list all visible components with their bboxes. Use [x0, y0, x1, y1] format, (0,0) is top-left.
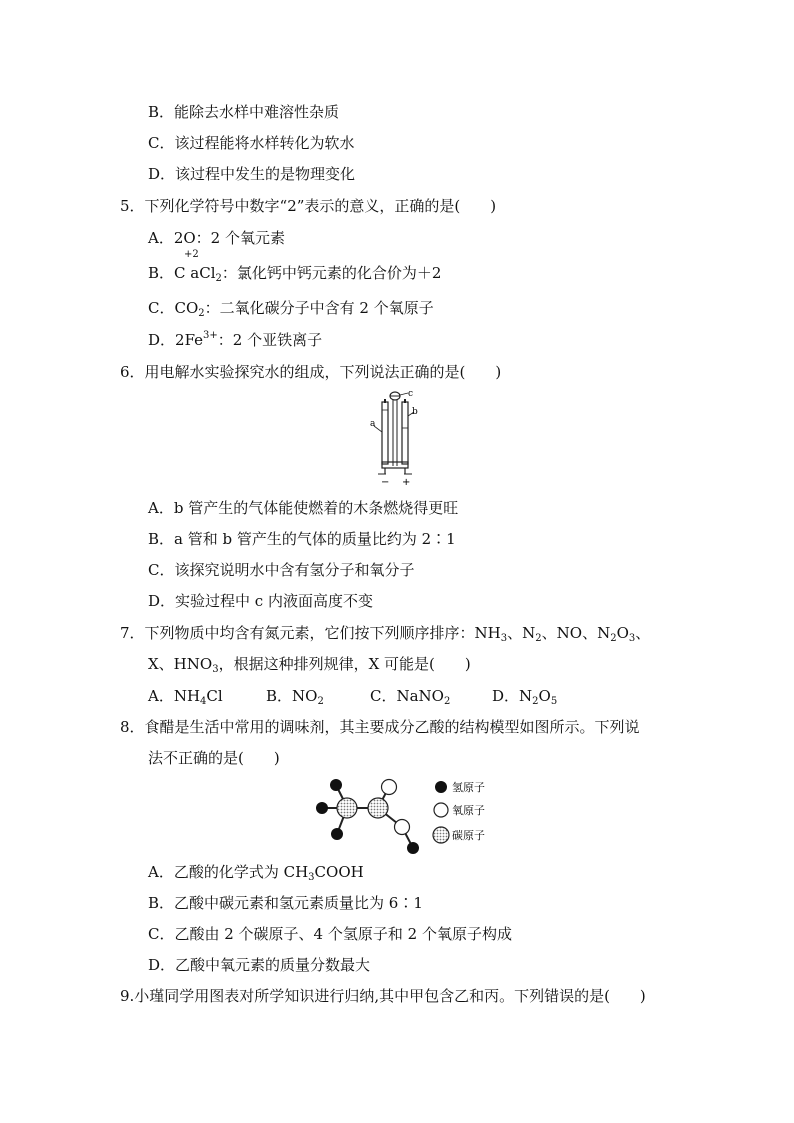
q7-stem-part: X、HNO [148, 655, 213, 673]
q7-sub: 3 [212, 664, 219, 675]
q8-option-a-tail: COOH [314, 863, 364, 881]
calcium-symbol-a: a [190, 264, 200, 282]
q5-option-b-text: ：氯化钙中钙元素的化合价为＋2 [221, 264, 442, 282]
q6-option-c: C．该探究说明水中含有氢分子和氧分子 [148, 561, 415, 579]
q5-option-b-label: B． [148, 264, 175, 282]
q7-sub: 3 [628, 633, 636, 644]
q7-options-row [148, 686, 588, 706]
legend-carbon-label: 碳原子 [452, 829, 485, 842]
hydrogen-atom [407, 842, 419, 854]
q7-stem-part: 、NO、N [541, 624, 611, 642]
q5-option-c-text: ：二氧化碳分子中含有 2 个氧原子 [204, 299, 434, 317]
label-a: a [370, 419, 376, 429]
q4-option-d: D．该过程中发生的是物理变化 [148, 165, 356, 183]
q7-sub: 2 [610, 633, 617, 644]
q7-stem-part: O [616, 624, 629, 642]
q5-option-d [148, 330, 322, 350]
q9-stem: 9.小瑾同学用图表对所学知识进行归纳,其中甲包含乙和丙。下列错误的是( ) [120, 987, 646, 1005]
chlorine-symbol: Cl [199, 264, 216, 282]
q7-sub: 2 [535, 633, 542, 644]
q6-stem: 6．用电解水实验探究水的组成，下列说法正确的是( ) [120, 363, 502, 381]
q6-option-a: A．b 管产生的气体能使燃着的木条燃烧得更旺 [148, 499, 459, 517]
q5-option-c [148, 298, 434, 318]
q4-option-b: B．能除去水样中难溶性杂质 [148, 103, 340, 121]
hydrogen-atom [330, 779, 342, 791]
label-c: c [408, 389, 414, 399]
q8-option-a-sub: 3 [308, 872, 315, 883]
label-plus: + [402, 477, 411, 488]
carbon-atom [368, 798, 388, 818]
carbon-atom [337, 798, 357, 818]
electrolysis-apparatus-diagram [368, 388, 418, 492]
q5-stem: 5．下列化学符号中数字“2”表示的意义，正确的是( ) [120, 197, 497, 215]
q7-option-a: A．$NH_4Cl$ [148, 687, 223, 707]
q8-option-b: B．乙酸中碳元素和氢元素质量比为 6∶1 [148, 894, 423, 912]
chlorine-subscript: 2 [215, 273, 222, 284]
q7-stem-part: 、N [507, 624, 536, 642]
q7-sub: 3 [500, 633, 508, 644]
q7-stem-part: 、 [635, 624, 651, 642]
q8-option-a [148, 862, 364, 882]
q8-stem-line-1: 8．食醋是生活中常用的调味剂，其主要成分乙酸的结构模型如图所示。下列说 [120, 718, 640, 736]
q7-stem-part: ，根据这种排列规律，X 可能是( ) [218, 655, 471, 673]
q5-option-c-label: C．CO [148, 299, 199, 317]
q6-option-d: D．实验过程中 c 内液面高度不变 [148, 592, 373, 610]
q7-stem-line-2 [148, 654, 471, 674]
label-minus: − [381, 477, 390, 488]
q7-option-d: D．$N_2O_5$ [492, 687, 558, 707]
oxygen-atom [395, 820, 410, 835]
q7-stem-part: 7．下列物质中均含有氮元素，它们按下列顺序排序：NH [120, 624, 501, 642]
oxygen-atom [382, 780, 397, 795]
label-b: b [412, 407, 418, 417]
q5-option-c-sub: 2 [198, 308, 205, 319]
hydrogen-atom [331, 828, 343, 840]
valence-mark: +2 [184, 249, 199, 260]
q5-option-a: A．2O：2 个氧元素 [148, 229, 285, 247]
hydrogen-atom [316, 802, 328, 814]
q5-option-b-calcium [174, 249, 200, 283]
q8-option-c: C．乙酸由 2 个碳原子、4 个氢原子和 2 个氧原子构成 [148, 925, 512, 943]
q7-option-c: C．NaNO$_2$ [370, 687, 451, 707]
legend-oxygen-label: 氧原子 [452, 804, 485, 817]
q6-option-b: B．a 管和 b 管产生的气体的质量比约为 2∶1 [148, 530, 456, 548]
q7-stem-line-1 [120, 623, 650, 643]
legend-hydrogen-swatch [435, 781, 447, 793]
q5-option-d-text: ：2 个亚铁离子 [217, 331, 323, 349]
legend-hydrogen-label: 氢原子 [452, 781, 485, 794]
q8-stem-line-2: 法不正确的是( ) [148, 749, 280, 767]
calcium-symbol-c: C [174, 264, 186, 282]
q5-option-d-sup: 3+ [203, 330, 218, 341]
q7-option-b: B．$NO_2$ [266, 687, 324, 707]
legend-carbon-swatch [433, 827, 449, 843]
q5-option-b [148, 249, 442, 284]
legend-oxygen-swatch [434, 803, 448, 817]
q5-option-d-label: D．2Fe [148, 331, 204, 349]
q8-option-a-text: A．乙酸的化学式为 CH [148, 863, 309, 881]
acetic-acid-molecule-model [310, 772, 510, 858]
q4-option-c: C．该过程能将水样转化为软水 [148, 134, 355, 152]
q8-option-d: D．乙酸中氧元素的质量分数最大 [148, 956, 371, 974]
